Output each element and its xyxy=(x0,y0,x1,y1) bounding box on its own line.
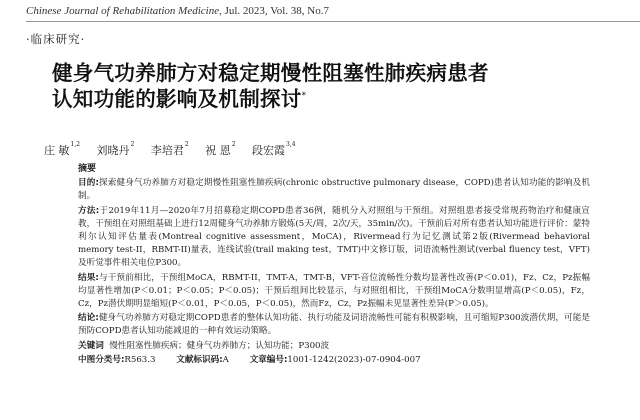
keywords-text: 慢性阻塞性肺疾病；健身气功养肺方；认知功能；P300波 xyxy=(109,340,330,351)
section-label: ·临床研究· xyxy=(26,32,86,46)
methods-label: 方法: xyxy=(78,205,100,216)
author-name: 刘晓丹 xyxy=(96,144,130,157)
issue-info: Jul. 2023, Vol. 38, No.7 xyxy=(224,5,329,17)
title-line-2 xyxy=(52,86,612,112)
doc-code-label: 文献标识码: xyxy=(176,354,223,365)
abstract-results xyxy=(78,272,590,312)
clc-label: 中图分类号: xyxy=(78,354,125,365)
author-affiliation: 2 xyxy=(184,141,189,148)
author xyxy=(44,142,80,158)
author-affiliation: 2 xyxy=(130,141,135,148)
abstract-objective xyxy=(78,177,590,203)
methods-text: 于2019年11月—2020年7月招募稳定期COPD患者36例，随机分入对照组与干预组。对照组患者接受常规药物治疗和健康宣教，干预组在对照组基础上进行12周健身气功养肺方锻炼(5天/周，2次/天，35min/次)。干预前后对所有患者认知功能进行评价：蒙特利尔认知评估量表(Montreal cognitive assessment，MoCA)，Rivermead行为记忆测试第2版(Rivermead behavioral memory test-II，RBMT-II)量表，连线试验(trail making test，TMT)中文修订版，词语流畅性测试(verbal fluency test，VFT)及听觉事件相关电位P300。 xyxy=(78,205,591,269)
abstract xyxy=(78,163,590,368)
author-name: 段宏霞 xyxy=(252,144,286,157)
title-line-1: 健身气功养肺方对稳定期慢性阻塞性肺疾病患者 xyxy=(52,61,489,85)
author xyxy=(151,142,189,158)
abstract-conclusion xyxy=(78,312,590,338)
objective-text: 探索健身气功养肺方对稳定期慢性阻塞性肺疾病(chronic obstructive pulmonary disease，COPD)患者认知功能的影响及机制。 xyxy=(78,178,590,202)
author-affiliation: 3,4 xyxy=(286,141,296,148)
running-header xyxy=(26,5,329,17)
keywords-label: 关键词 xyxy=(78,340,104,351)
journal-name: Chinese Journal of Rehabilitation Medicine, xyxy=(26,5,222,17)
objective-label: 目的: xyxy=(78,178,99,189)
doc-code-value: A xyxy=(222,354,229,365)
author-affiliation: 2 xyxy=(231,141,236,148)
author xyxy=(97,142,135,158)
classification-line xyxy=(78,354,590,367)
results-label: 结果: xyxy=(78,272,99,283)
abstract-methods xyxy=(78,205,590,271)
title-line-2-text: 认知功能的影响及机制探讨 xyxy=(52,87,302,111)
title-footnote-marker: * xyxy=(301,91,307,101)
author-list xyxy=(44,142,309,158)
article-no-value: 1001-1242(2023)-07-0904-007 xyxy=(287,354,421,365)
article-title xyxy=(52,60,612,112)
author-name: 祝 恩 xyxy=(205,144,231,157)
abstract-heading: 摘要 xyxy=(78,164,97,174)
clc-value: R563.3 xyxy=(124,354,156,365)
author xyxy=(205,142,235,158)
article-no-label: 文章编号: xyxy=(249,354,288,365)
author xyxy=(252,142,296,158)
author-name: 李培君 xyxy=(150,144,184,157)
author-name: 庄 敏 xyxy=(44,144,70,157)
results-text: 与干预前相比，干预组MoCA，RBMT-II，TMT-A，TMT-B，VFT-音位流畅性分数均显著性改善(P＜0.01)，Fz、Cz，Pz振幅均显著性增加(P＜0.01；P＜0.05；P＜0.05)；干预后组间比较显示，与对照组相比，干预组MoCA分数明显增高(P＜0.05)，Fz，Cz，Pz潜伏期明显缩短(P＜0.01，P＜0.05，P＜0.05)，然而Fz，Cz，Pz振幅未见显著性差异(P＞0.05)。 xyxy=(78,272,590,310)
header-divider xyxy=(26,21,640,22)
abstract-keywords xyxy=(78,340,590,353)
conclusion-text: 健身气功养肺方对稳定期COPD患者的整体认知功能、执行功能及词语流畅性可能有积极影响，且可缩短P300波潜伏期，可能是预防COPD患者认知功能减退的一种有效运动策略。 xyxy=(78,313,591,337)
conclusion-label: 结论: xyxy=(78,313,99,324)
author-affiliation: 1,2 xyxy=(70,141,81,148)
